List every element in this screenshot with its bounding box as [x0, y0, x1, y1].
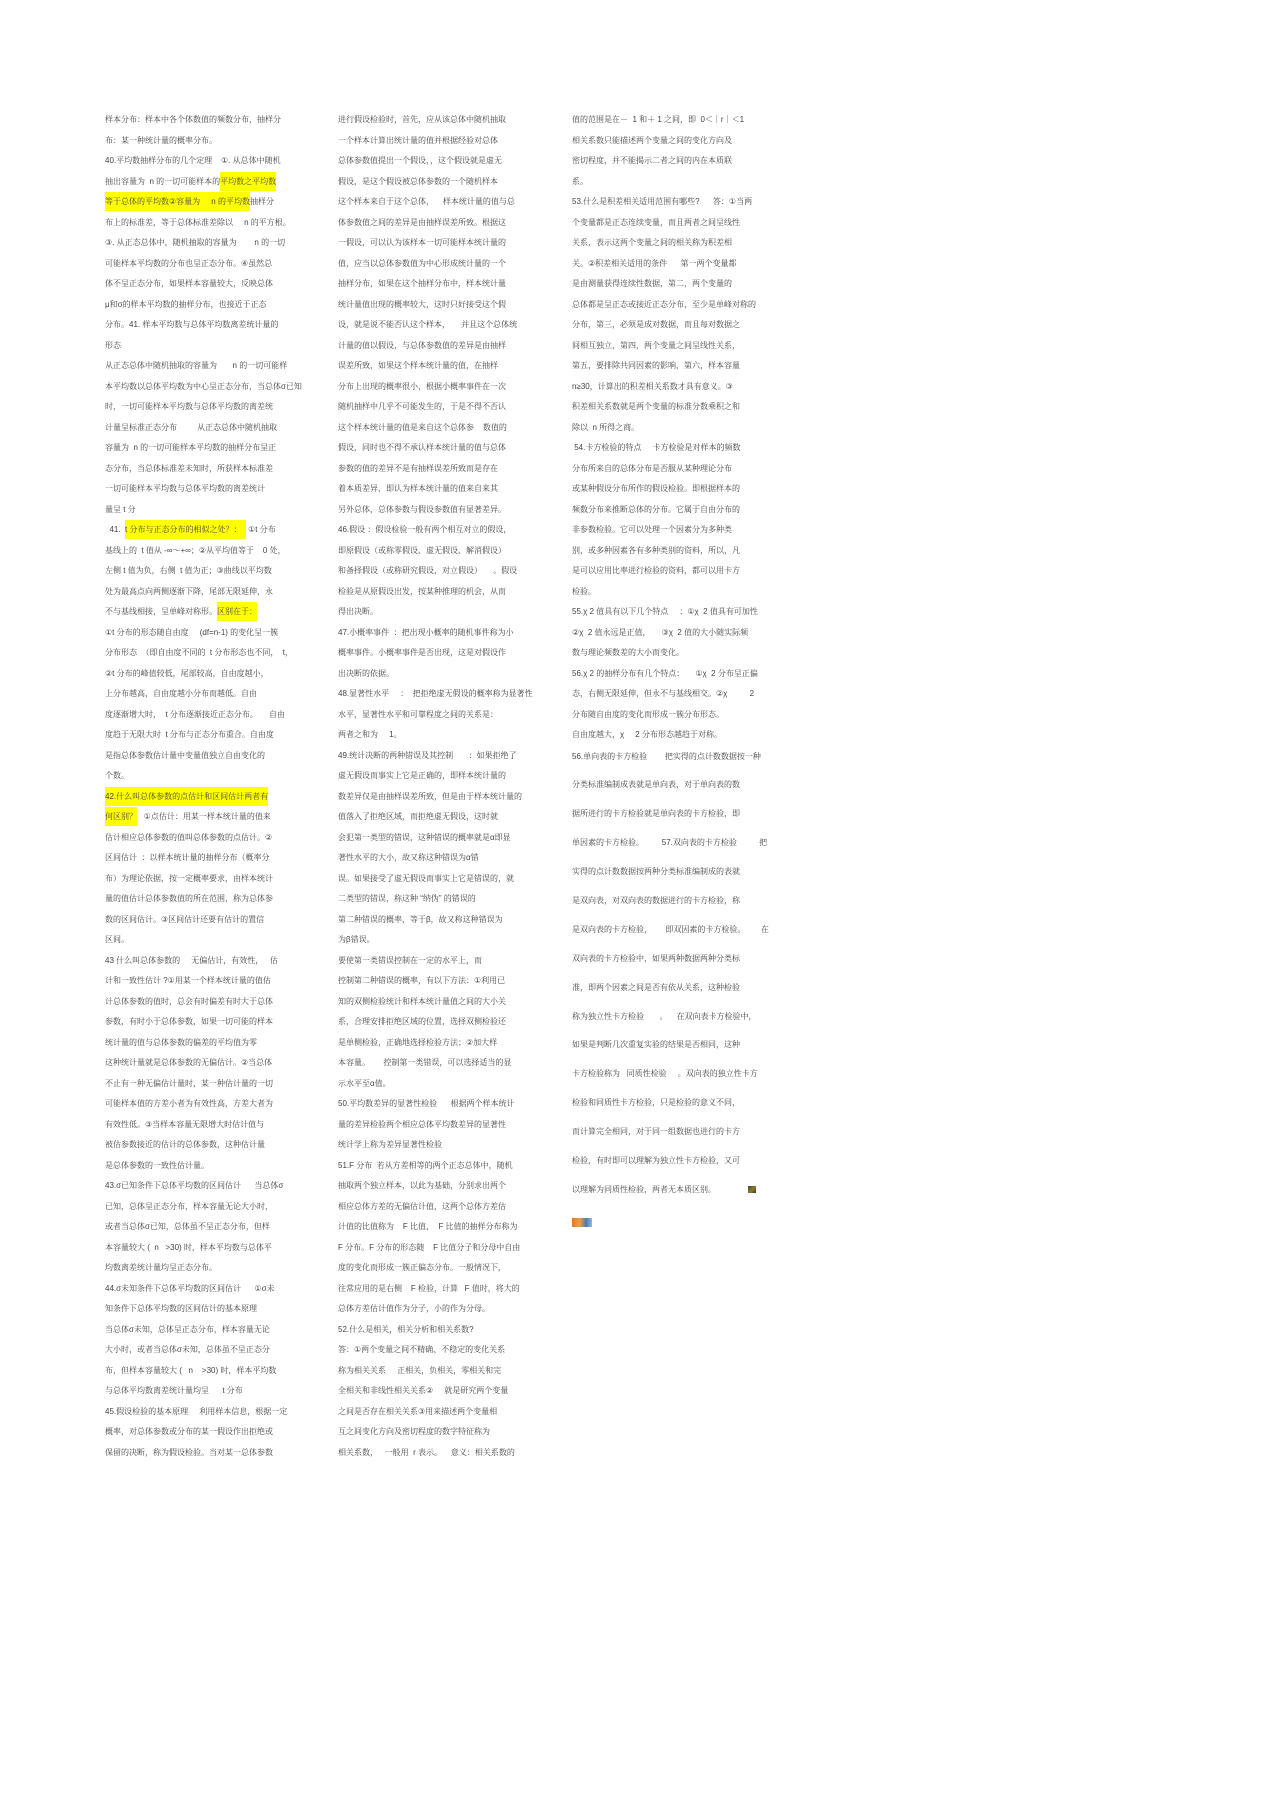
text-line: 知条件下总体平均数的区间估计的基本原理 — [105, 1304, 257, 1313]
text-line: 可能样本值的方差小者为有效性高，方差大者为 — [105, 1099, 273, 1108]
text-line: 二类型的错误，称这种 “纳伪” 的错误的 — [338, 894, 476, 903]
text-segment: 41. — [105, 525, 126, 534]
text-segment: ①点估计：用某一样本统计量的值来 — [137, 812, 271, 821]
text-line: 上分布越高，自由度越小分布而越低。自由 — [105, 689, 257, 698]
text-line: 系，合理安排拒绝区域的位置，选择双侧检验还 — [338, 1017, 506, 1026]
text-line: 55.χ 2 值具有以下几个特点 ：①χ 2 值具有可加性 — [572, 607, 758, 616]
text-line: ②χ 2 值永远是正值， ③χ 2 值的大小随实际频 — [572, 627, 749, 637]
highlighted-text: 等于总体的平均数②容量为 n 的平均数 — [105, 192, 250, 211]
text-line: 数与理论频数差的大小而变化。 — [572, 648, 684, 657]
text-line: 40.平均数抽样分布的几个定理 ①. 从总体中随机 — [105, 156, 281, 165]
text-line: 著性水平的大小，故又称这种错误为α错 — [338, 853, 479, 862]
text-line: 出决断的依据。 — [338, 668, 394, 678]
text-line: 46.假设 ：假设检验一般有两个相互对立的假设， — [338, 525, 512, 534]
text-line: 计量的值以假设，与总体参数值的差异是由抽样 — [338, 340, 506, 350]
text-line: 分布所来自的总体分布是否服从某种理论分布 — [572, 463, 732, 473]
text-line: 数的区间估计。③区间估计还要有估计的置信 — [105, 914, 265, 924]
text-line — [105, 787, 320, 808]
text-line: 单因素的卡方检验。 57.双向表的卡方检验 把 — [572, 838, 768, 848]
text-line: 往常应用的是右侧 F 检验，计算 F 值时，将大的 — [338, 1283, 520, 1293]
text-line: 第五，要排除共同因素的影响，第六，样本容量 — [572, 361, 740, 370]
text-line: 个变量都是正态连续变量，而且两者之间呈线性 — [572, 217, 740, 227]
text-line: 卡方检验称为 同质性检验 。双向表的独立性卡方 — [572, 1069, 758, 1079]
text-line: 49.统计决断的两种错误及其控制 ：如果拒绝了 — [338, 750, 517, 760]
text-line: 概率事件。小概率事件是否出现，这是对假设作 — [338, 648, 506, 657]
text-line: 一假设，可以认为该样本一切可能样本统计量的 — [338, 238, 506, 247]
embedded-picture — [572, 1218, 592, 1227]
text-line: 分布上出现的概率很小，根据小概率事件在一次 — [338, 381, 506, 391]
text-line: 分布，第三，必须是成对数据，而且每对数据之 — [572, 320, 740, 329]
text-section — [105, 110, 320, 1463]
text-line: 检验。 — [572, 586, 596, 596]
text-line — [105, 602, 320, 623]
text-line: 有效性低。③当样本容量无限增大时估计值与 — [105, 1119, 265, 1129]
text-line: 关。②积差相关适用的条件 第一两个变量都 — [572, 258, 737, 268]
text-line: 区间估计 ：以样本统计量的抽样分布（概率分 — [105, 853, 270, 862]
text-line: 与总体平均数离差统计量均呈 t 分布 — [105, 1386, 243, 1395]
text-line: 间相互独立，第四，两个变量之间呈线性关系， — [572, 340, 740, 350]
text-line: 误。如果接受了虚无假设而事实上它是错误的，就 — [338, 873, 514, 883]
text-segment: 抽出容量为 n 的一切可能样本的 — [105, 176, 221, 186]
text-line — [105, 172, 320, 193]
text-line: 关系，表示这两个变量之间的相关称为积差相 — [572, 238, 732, 247]
text-line: 以理解为同质性检验，两者无本质区别。 — [572, 1184, 716, 1194]
text-line: 为β错误。 — [338, 935, 375, 944]
text-line: 54.卡方检验的特点 卡方检验是对样本的频数 — [572, 443, 741, 452]
text-line: 区间。 — [105, 935, 129, 944]
text-line: 自由度越大，χ 2 分布形态越趋于对称。 — [572, 730, 722, 739]
text-line: 个数。 — [105, 771, 129, 780]
text-line: 别，或多种因素各有多种类别的资料，所以，凡 — [572, 545, 740, 555]
text-line: 本平均数以总体平均数为中心呈正态分布，当总体σ已知 — [105, 381, 302, 391]
text-line — [105, 192, 320, 213]
text-line: 布，但样本容量较大 ( n >30) 时，样本平均数 — [105, 1365, 277, 1375]
text-line: 知的双侧检验统计和样本统计量值之间的大小关 — [338, 996, 506, 1006]
text-line: 量的值估计总体参数值的所在范围，称为总体参 — [105, 894, 273, 903]
text-line: 48.显著性水平 ： 把拒绝虚无假设的概率称为显著性 — [338, 689, 533, 698]
text-line: 假设，同时也不得不承认样本统计量的值与总体 — [338, 443, 506, 452]
text-line: 本容量较大 ( n >30) 时，样本平均数与总体平 — [105, 1242, 272, 1252]
text-line: 已知，总体呈正态分布，样本容量无论大小时， — [105, 1201, 273, 1211]
text-line: 计量呈标准正态分布 从正态总体中随机抽取 — [105, 422, 278, 432]
text-line: 左侧 t 值为负，右侧 t 值为正；③曲线以平均数 — [105, 566, 272, 575]
text-line: 是总体参数的一致性估计量。 — [105, 1160, 209, 1170]
text-line: 水平，显著性水平和可靠程度之间的关系是： — [338, 709, 498, 719]
highlighted-text: 42.什么叫总体参数的点估计和区间估计两者有 — [105, 787, 268, 806]
text-line: 值的范围是在－ 1 和＋ 1 之间，即 0＜｜r｜＜1 — [572, 115, 745, 124]
text-line: 43.σ已知条件下总体平均数的区间估计 当总体σ — [105, 1181, 284, 1190]
text-line: 会犯第一类型的错误，这种错误的概率就是α即显 — [338, 832, 511, 842]
text-line: 双向表的卡方检验中，如果两种数据两种分类标 — [572, 953, 740, 963]
text-line: 51.F 分布 若从方差相等的两个正态总体中，随机 — [338, 1160, 513, 1170]
text-line: 统计量的值与总体参数的偏差的平均值为零 — [105, 1037, 257, 1047]
text-line: 值落入了拒绝区域，而拒绝虚无假设，这时就 — [338, 812, 498, 821]
text-line: 实得的点计数数据按两种分类标准编制成的表就 — [572, 867, 740, 877]
text-section — [338, 110, 553, 1463]
text-line: 容量为 n 的一切可能样本平均数的抽样分布呈正 — [105, 443, 277, 452]
text-line: 被估参数接近的估计的总体参数，这种估计量 — [105, 1140, 265, 1149]
text-line: 这个样本统计量的值是来自这个总体参 数值的 — [338, 422, 507, 432]
text-line: 这种统计量就是总体参数的无偏估计。②当总体 — [105, 1058, 273, 1067]
text-line: 体不呈正态分布，如果样本容量较大，反映总体 — [105, 279, 273, 288]
text-column-1 — [105, 110, 320, 1463]
text-column-3 — [572, 110, 787, 1205]
text-line: 另外总体，总体参数与假设参数值有显著差异。 — [338, 504, 506, 514]
text-line: 参数，有时小于总体参数，如果一切可能的样本 — [105, 1017, 273, 1026]
text-line: 计和一致性估计 ?①用某一个样本统计量的值估 — [105, 976, 271, 985]
text-line: 布）为理论依据，按一定概率要求，由样本统计 — [105, 873, 273, 883]
text-line: 布：某一种统计量的概率分布。 — [105, 135, 217, 145]
text-line: 量呈 t 分 — [105, 504, 136, 514]
text-line: 是双向表，对双向表的数据进行的卡方检验，称 — [572, 895, 740, 905]
text-line: 56.单向表的卡方检验 把实得的点计数数据按一种 — [572, 751, 761, 761]
text-line: ③. 从正态总体中，随机抽取的容量为 n 的一切 — [105, 238, 286, 247]
text-line: 是单侧检验，正确地选择检验方法；②加大样 — [338, 1037, 498, 1047]
text-line: 本容量。 控制第一类错误，可以选择适当的显 — [338, 1058, 512, 1067]
text-line: 分布。41. 样本平均数与总体平均数离差统计量的 — [105, 320, 279, 329]
highlighted-text: 平均数之平均数 — [220, 172, 276, 191]
text-line: 大小时，或者当总体σ未知，总体虽不呈正态分 — [105, 1345, 270, 1354]
text-line: 频数分布来推断总体的分布。它属于自由分布的 — [572, 504, 740, 514]
text-line: 这个样本来自于这个总体， 样本统计量的值与总 — [338, 197, 515, 206]
text-line: 度逐渐增大时， t 分布逐渐接近正态分布。 自由 — [105, 709, 286, 719]
text-line: 密切程度，并不能揭示二者之间的内在本质联 — [572, 156, 732, 165]
text-line: 进行假设检验时，首先，应从该总体中随机抽取 — [338, 115, 506, 124]
text-line: 假设，是这个假设被总体参数的一个随机样本 — [338, 176, 498, 186]
text-line: 计值的比值称为 F 比值， F 比值的抽样分布称为 — [338, 1222, 518, 1231]
text-line: 52.什么是相关，相关分析和相关系数? — [338, 1324, 474, 1334]
highlighted-text: 何区别？ — [105, 807, 137, 826]
text-line: 态，右侧无限延伸，但永不与基线相交。②χ 2 — [572, 689, 755, 698]
text-line: 着本质差异，即认为样本统计量的值来自来其 — [338, 484, 498, 493]
text-line: 检验是从原假设出发，按某种推理的机会，从而 — [338, 586, 506, 596]
text-line: 相应总体方差的无偏估计值，这两个总体方差估 — [338, 1201, 506, 1211]
text-line: 答：①两个变量之间不精确、不稳定的变化关系 — [338, 1345, 506, 1354]
text-line: 值，应当以总体参数值为中心形成统计量的一个 — [338, 258, 506, 268]
text-line: 两者之和为 1。 — [338, 730, 402, 739]
text-segment: 不与基线相接，呈单峰对称形。 — [105, 607, 217, 616]
text-line: 保留的决断，称为假设检验。当对某一总体参数 — [105, 1447, 273, 1457]
text-line: 态分布，当总体标准差未知时，所获样本标准差 — [105, 463, 273, 473]
text-line: 50.平均数差异的显著性检验 根据两个样本统计 — [338, 1099, 515, 1108]
text-line: ①t 分布的形态随自由度 (df=n-1) 的变化呈一簇 — [105, 627, 279, 637]
text-line: 抽样分布，如果在这个抽样分布中，样本统计量 — [338, 279, 506, 288]
text-line: 如果是判断几次重复实验的结果是否相同，这种 — [572, 1040, 740, 1050]
text-line: 相关系数， 一般用 r 表示。 意义：相关系数的 — [338, 1447, 515, 1457]
text-line: 53.什么是积差相关适用范围有哪些? 答：①当两 — [572, 197, 753, 206]
text-line: 非参数检验。它可以处理一个因素分为多种类 — [572, 525, 732, 534]
text-line: 检验和同质性卡方检验，只是检验的意义不同， — [572, 1098, 740, 1108]
text-line: 虚无假设而事实上它是正确的，即样本统计量的 — [338, 771, 506, 780]
text-line: 得出决断。 — [338, 607, 378, 616]
text-line: F 分布。F 分布的形态随 F 比值分子和分母中自由 — [338, 1242, 521, 1252]
text-line: 相关系数只能描述两个变量之间的变化方向及 — [572, 135, 732, 145]
text-line: 估计相应总体参数的值叫总体参数的点估计。② — [105, 832, 273, 842]
text-line: ②t 分布的峰值较低，尾部较高，自由度越小， — [105, 668, 269, 678]
text-line: 度的变化而形成一簇正偏态分布。一般情况下， — [338, 1263, 506, 1272]
text-line: 要使第一类错误控制在一定的水平上，而 — [338, 955, 482, 965]
text-line: 样本分布：样本中各个体数值的频数分布，抽样分 — [105, 115, 281, 124]
text-line: 随机抽样中几乎不可能发生的，于是不得不否认 — [338, 402, 506, 411]
text-line: 分类标准编制成表就是单向表，对于单向表的数 — [572, 780, 740, 790]
text-line: 称为独立性卡方检验 。 在双向表卡方检验中， — [572, 1011, 757, 1021]
text-line: 45.假设检验的基本原理 利用样本信息，根据一定 — [105, 1406, 288, 1416]
text-line: 第二种错误的概率，等于β，故又称这种错误为 — [338, 914, 503, 924]
text-line: 基线上的 t 值从 -∞～+∞；②从平均值等于 0 处， — [105, 545, 286, 555]
text-line: 时，一切可能样本平均数与总体平均数的离差统 — [105, 402, 273, 411]
text-line: 数差异仅是由抽样误差所致，但是由于样本统计量的 — [338, 791, 522, 801]
text-line: 度趋于无限大时 t 分布与正态分布重合。自由度 — [105, 730, 274, 739]
text-line: 量的差异检验两个相应总体平均数差异的显著性 — [338, 1119, 506, 1129]
text-segment: ①t 分布 — [245, 525, 276, 534]
text-line: n≥30，计算出的积差相关系数才具有意义。③ — [572, 381, 733, 391]
text-line: 概率，对总体参数或分布的某一假设作出拒绝或 — [105, 1427, 273, 1436]
text-line: 之间是否存在相关关系③用来描述两个变量相 — [338, 1406, 498, 1416]
text-line: 即原假设（或称零假设、虚无假设、解消假设） — [338, 545, 506, 555]
text-line: 形态 — [105, 340, 121, 350]
text-line: 互之间变化方向及密切程度的数字特征称为 — [338, 1427, 490, 1436]
text-column-2 — [338, 110, 553, 1463]
text-line: 统计学上称为差异显著性检验 — [338, 1140, 442, 1149]
text-line: 称为相关关系 正相关，负相关，零相关和完 — [338, 1365, 502, 1375]
text-line: 从正态总体中随机抽取的容量为 n 的一切可能样 — [105, 361, 288, 370]
text-line: 均数离差统计量均呈正态分布。 — [105, 1263, 217, 1272]
text-line: 系。 — [572, 176, 588, 186]
text-line: 除以 n 所得之商。 — [572, 422, 640, 432]
text-line: 不止有一种无偏估计量时，某一种估计量的一切 — [105, 1078, 273, 1088]
text-line: 或者当总体σ已知，总体虽不呈正态分布，但样 — [105, 1222, 270, 1231]
text-line: 参数的值的差异不是有抽样误差所致而是存在 — [338, 463, 498, 473]
text-segment: 抽样分 — [249, 197, 274, 206]
text-line: 设，就是说不能否认这个样本， 并且这个总体统 — [338, 320, 518, 329]
text-line: 是可以应用比率进行检验的资料，都可以用卡方 — [572, 566, 740, 575]
text-line: 准，即两个因素之间是否有依从关系，这种检验 — [572, 982, 740, 992]
text-line: 总体都是呈正态或接近正态分布，至少是单峰对称的 — [572, 299, 756, 309]
text-line: 当总体σ未知，总体呈正态分布，样本容量无论 — [105, 1324, 270, 1334]
text-line: 抽取两个独立样本，以此为基础，分别求出两个 — [338, 1181, 506, 1190]
text-line: 是双向表的卡方检验， 即双因素的卡方检验。 在 — [572, 924, 769, 934]
text-line: 是由测量获得连续性数据，第二，两个变量的 — [572, 279, 732, 288]
text-line: 一个样本计算出统计量的值并根据经验对总体 — [338, 135, 498, 145]
text-line: 56.χ 2 的抽样分布有几个特点： ①χ 2 分布呈正偏 — [572, 668, 758, 678]
text-line: 43 什么叫总体参数的 无偏估计，有效性， 估 — [105, 955, 278, 965]
text-line: 全相关和非线性相关关系② 就是研究两个变量 — [338, 1386, 509, 1395]
text-line: 据所进行的卡方检验就是单向表的卡方检验，即 — [572, 809, 740, 819]
text-line: 可能样本平均数的分布也呈正态分布。④虽然总 — [105, 258, 273, 268]
text-line: μ和σ的样本平均数的抽样分布，也接近于正态 — [105, 299, 267, 309]
text-line: 示水平至α值。 — [338, 1078, 391, 1088]
text-line: 统计量值出现的概率较大，这时只好接受这个假 — [338, 299, 506, 309]
text-line — [105, 520, 320, 541]
text-line: 布上的标准差，等于总体标准差除以 n 的平方根。 — [105, 217, 291, 227]
text-line: 分布形态 （即自由度不同的 t 分布形态也不同， t， — [105, 648, 294, 657]
highlighted-text: 区别在于： — [217, 602, 257, 621]
text-line: 检验，有时即可以理解为独立性卡方检验，又可 — [572, 1155, 740, 1165]
text-line: 47.小概率事件 ：把出现小概率的随机事件称为小 — [338, 627, 514, 637]
text-line: 处为最高点向两侧逐渐下降，尾部无限延伸，永 — [105, 586, 273, 596]
text-line: 和备择假设（或称研究假设，对立假设） 。假设 — [338, 566, 518, 575]
text-line: 积差相关系数就是两个变量的标准分数乘积之和 — [572, 402, 740, 411]
text-line: 是指总体参数估计量中变量值独立自由变化的 — [105, 750, 265, 760]
text-line: 一切可能样本平均数与总体平均数的离差统计 — [105, 484, 265, 493]
text-line: 而计算完全相同，对于同一组数据也进行的卡方 — [572, 1127, 740, 1137]
text-line — [105, 807, 320, 828]
text-section — [572, 110, 787, 746]
text-line: 计总体参数的值时，总会有时偏差有时大于总体 — [105, 996, 273, 1006]
text-line: 误差所致，如果这个样本统计量的值，在抽样 — [338, 361, 498, 370]
highlighted-text: t 分布与正态分布的相似之处？： — [125, 520, 246, 539]
text-line: 分布随自由度的变化而形成一簇分布形态。 — [572, 709, 724, 719]
text-line: 控制第二种错误的概率，有以下方法：①利用已 — [338, 976, 506, 985]
text-section — [572, 743, 787, 1205]
text-line: 44.σ未知条件下总体平均数的区间估计 ①σ未 — [105, 1283, 275, 1293]
text-line: 体参数值之间的差异是由抽样误差所致。根据这 — [338, 217, 506, 227]
text-line: 总体参数值提出一个假设，，这个假设就是虚无 — [338, 156, 502, 165]
text-line: 或某种假设分布所作的假设检验。即根据样本的 — [572, 484, 740, 493]
text-line: 总体方差估计值作为分子，小的作为分母。 — [338, 1304, 490, 1313]
